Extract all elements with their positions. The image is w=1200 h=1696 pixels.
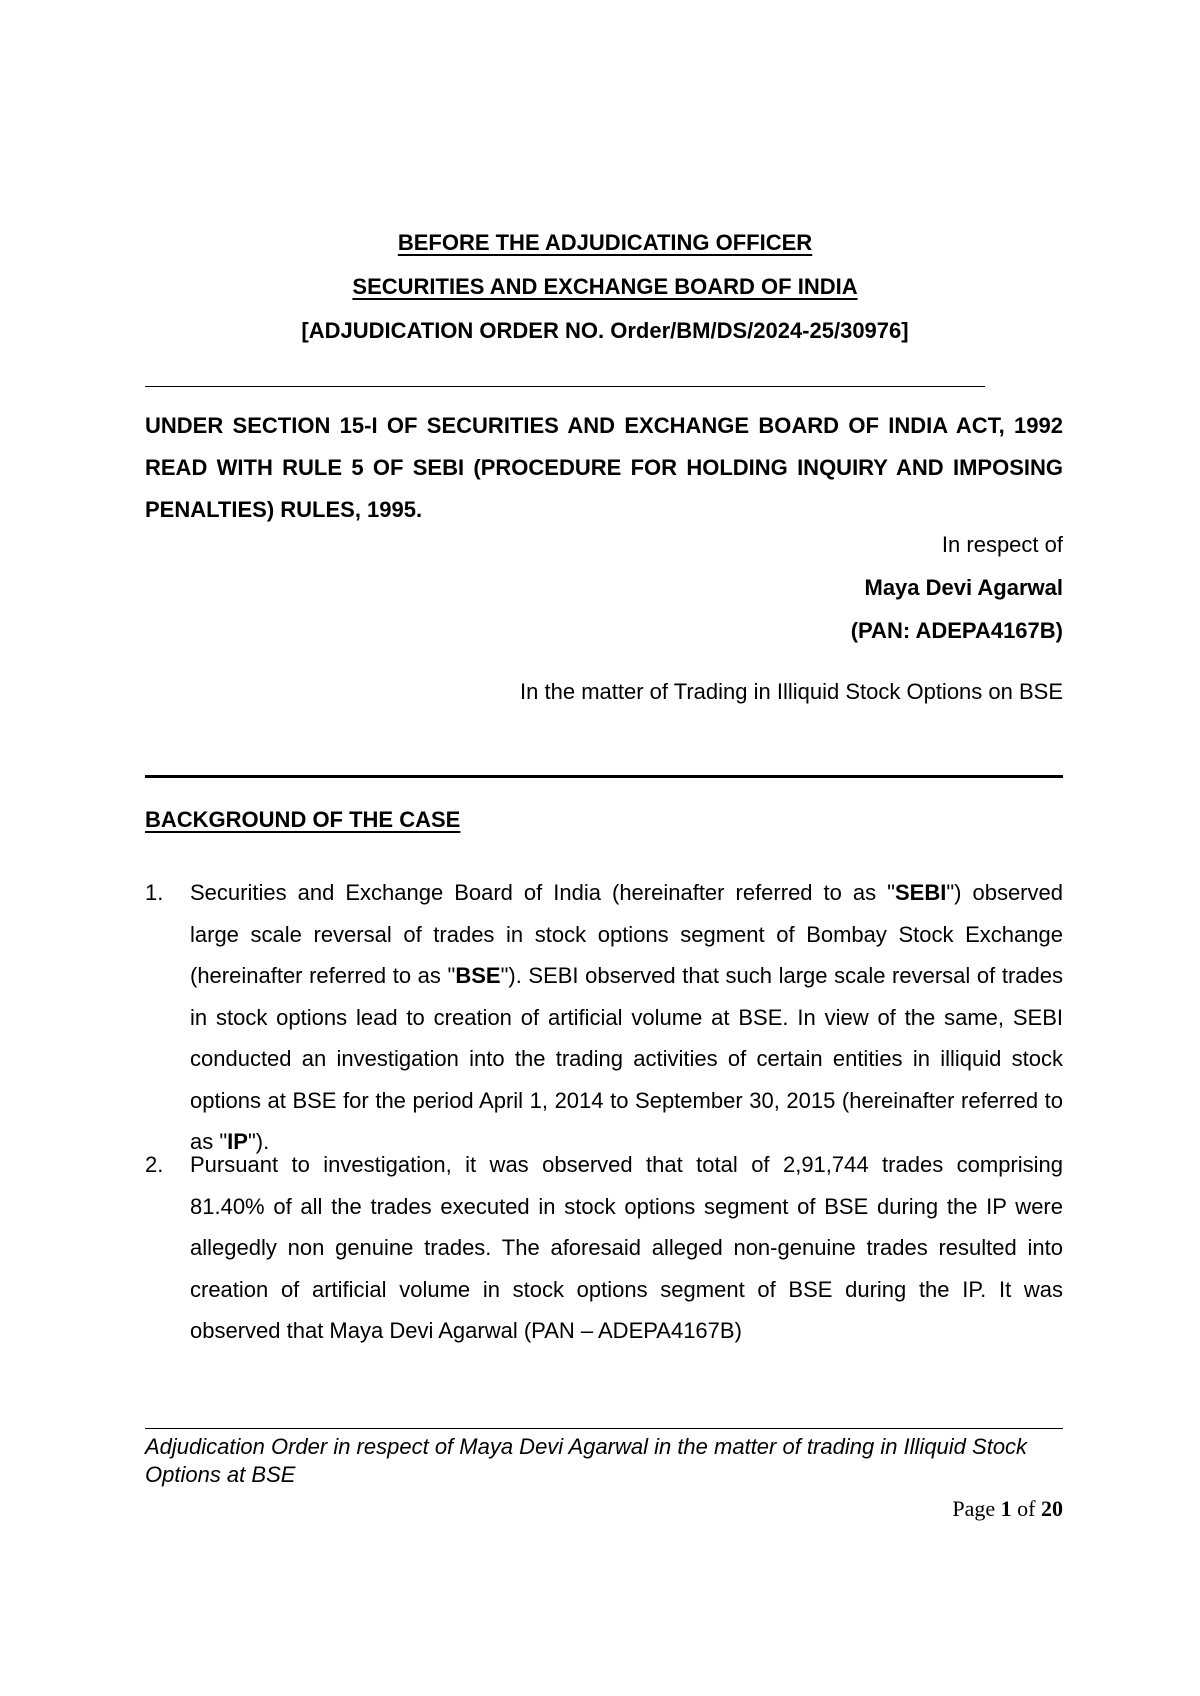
matter-title: In the matter of Trading in Illiquid Stock Options on BSE [520, 679, 1063, 704]
order-prefix: [ADJUDICATION ORDER NO. [301, 318, 611, 343]
footer-caption: Adjudication Order in respect of Maya Devi Agarwal in the matter of trading in Illiquid Stock Options at BSE [145, 1434, 1028, 1487]
heading-order-number [145, 316, 1065, 346]
order-no: Order/BM/DS/2024-25/30976 [610, 318, 902, 343]
paragraph-text: Pursuant to investigation, it was observed that total of 2,91,744 trades comprising 81.40% of all the trades executed in stock options segment of BSE during the IP were allegedly non genuine trades. The aforesaid alleged non-genuine trades resulted into creation of artificial volume in stock options segment of BSE during the IP. It was observed that Maya Devi Agarwal (PAN – ADEPA4167B) [190, 1152, 1063, 1343]
section-reference: UNDER SECTION 15-I OF SECURITIES AND EXCHANGE BOARD OF INDIA ACT, 1992 READ WITH RULE 5 OF SEBI (PROCEDURE FOR HOLDING INQUIRY AND IMPOSING PENALTIES) RULES, 1995. [145, 413, 1063, 522]
paragraph-2 [145, 1144, 1063, 1352]
divider-thick [145, 775, 1063, 778]
page-number: Page 1 of 20 [952, 1496, 1063, 1521]
paragraph-number: 1. [145, 880, 164, 905]
heading-sebi: SECURITIES AND EXCHANGE BOARD OF INDIA [352, 274, 858, 299]
footer-divider [145, 1428, 1063, 1429]
background-heading: BACKGROUND OF THE CASE [145, 807, 461, 832]
in-respect-of-label: In respect of [941, 532, 1063, 557]
paragraph-1 [145, 872, 1063, 1163]
heading-adjudicating-officer: BEFORE THE ADJUDICATING OFFICER [397, 230, 813, 255]
respondent-name: Maya Devi Agarwal [864, 575, 1063, 600]
order-suffix: ] [901, 318, 909, 343]
divider-thin [145, 386, 985, 387]
paragraph-text: Securities and Exchange Board of India (hereinafter referred to as "SEBI") observed large scale reversal of trades in stock options segment of Bombay Stock Exchange (hereinafter referred to as "BSE"). SEBI observed that such large scale reversal of trades in stock options lead to creation of artificial volume at BSE. In view of the same, SEBI conducted an investigation into the trading activities of certain entities in illiquid stock options at BSE for the period April 1, 2014 to September 30, 2015 (hereinafter referred to as "IP"). [190, 880, 1063, 1154]
respondent-pan: (PAN: ADEPA4167B) [850, 618, 1063, 643]
paragraph-number: 2. [145, 1152, 164, 1177]
